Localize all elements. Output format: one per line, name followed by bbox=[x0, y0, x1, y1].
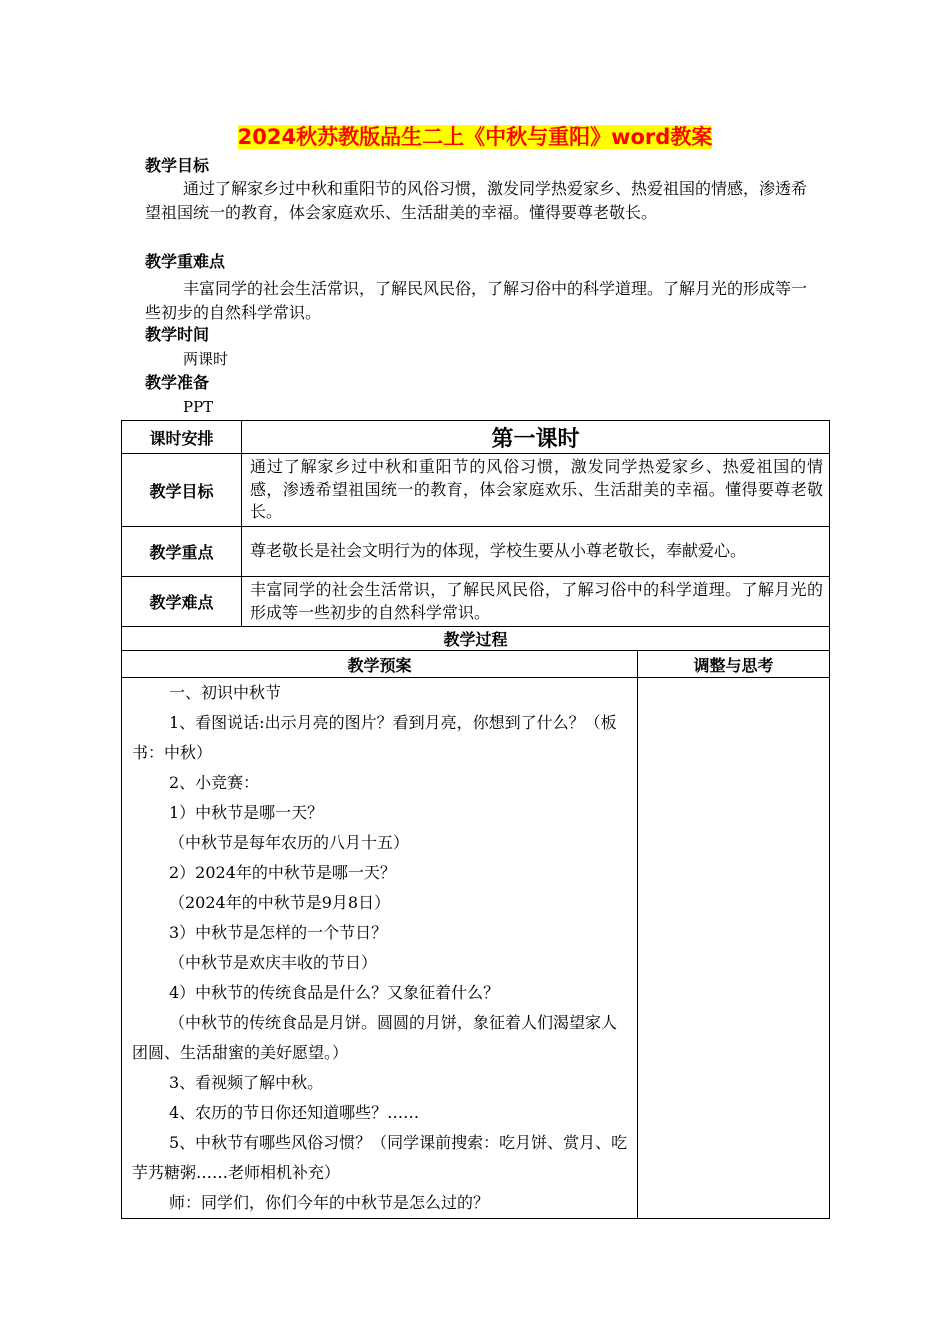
prep-text: PPT bbox=[183, 398, 214, 416]
difficulty-heading: 教学重难点 bbox=[145, 252, 226, 271]
plan-line: （中秋节的传统食品是月饼。圆圆的月饼，象征着人们渴望家人团圆、生活甜蜜的美好愿望。） bbox=[132, 1013, 618, 1062]
row-label-difficulty: 教学难点 bbox=[122, 577, 242, 627]
plan-line: 3、看视频了解中秋。 bbox=[169, 1073, 324, 1092]
plan-line: 2）2024年的中秋节是哪一天？ bbox=[169, 863, 396, 882]
plan-line: 4）中秋节的传统食品是什么？又象征着什么？ bbox=[169, 983, 500, 1002]
document-title bbox=[0, 122, 950, 152]
row-value-key: 尊老敬长是社会文明行为的体现，学校生要从小尊老敬长，奉献爱心。 bbox=[242, 527, 830, 577]
row-label-schedule: 课时安排 bbox=[122, 421, 242, 454]
plan-line: 1、看图说话:出示月亮的图片？看到月亮，你想到了什么？（板书：中秋） bbox=[132, 713, 617, 762]
plan-line: 5、中秋节有哪些风俗习惯？（同学课前搜索：吃月饼、赏月、吃芋艿糖粥……老师相机补充） bbox=[132, 1133, 628, 1182]
plan-line: （中秋节是每年农历的八月十五） bbox=[169, 833, 410, 852]
table-row bbox=[122, 454, 830, 527]
plan-line: 4、农历的节日你还知道哪些？…… bbox=[169, 1103, 420, 1122]
time-heading: 教学时间 bbox=[145, 325, 210, 344]
table-row bbox=[122, 678, 830, 1219]
plan-line: 3）中秋节是怎样的一个节日？ bbox=[169, 923, 388, 942]
column-header-adjust: 调整与思考 bbox=[638, 651, 830, 678]
plan-line: （2024年的中秋节是9月8日） bbox=[169, 893, 391, 912]
goal-text: 通过了解家乡过中秋和重阳节的风俗习惯，激发同学热爱家乡、热爱祖国的情感，渗透希望祖国统一的教育，体会家庭欢乐、生活甜美的幸福。懂得要尊老敬长。 bbox=[145, 179, 808, 222]
table-row bbox=[122, 527, 830, 577]
plan-line: 师：同学们，你们今年的中秋节是怎么过的？ bbox=[169, 1193, 490, 1212]
row-label-goal: 教学目标 bbox=[122, 454, 242, 527]
plan-line: 1）中秋节是哪一天？ bbox=[169, 803, 324, 822]
title-text: 2024秋苏教版品生二上《中秋与重阳》word教案 bbox=[237, 125, 713, 149]
row-label-key: 教学重点 bbox=[122, 527, 242, 577]
row-value-goal: 通过了解家乡过中秋和重阳节的风俗习惯，激发同学热爱家乡、热爱祖国的情感，渗透希望祖国统一的教育，体会家庭欢乐、生活甜美的幸福。懂得要尊老敬长。 bbox=[242, 454, 830, 527]
adjust-content bbox=[638, 678, 830, 1219]
difficulty-text: 丰富同学的社会生活常识，了解民风民俗，了解习俗中的科学道理。了解月光的形成等一些初步的自然科学常识。 bbox=[145, 279, 808, 322]
row-value-difficulty: 丰富同学的社会生活常识，了解民风民俗，了解习俗中的科学道理。了解月光的形成等一些初步的自然科学常识。 bbox=[242, 577, 830, 627]
column-header-plan: 教学预案 bbox=[122, 651, 638, 678]
plan-line: 2、小竞赛： bbox=[169, 773, 260, 792]
plan-line: 一、初识中秋节 bbox=[169, 683, 282, 702]
table-row bbox=[122, 627, 830, 651]
goal-heading: 教学目标 bbox=[145, 156, 210, 175]
process-heading: 教学过程 bbox=[122, 627, 830, 651]
plan-content bbox=[122, 678, 638, 1219]
prep-heading: 教学准备 bbox=[145, 373, 210, 392]
time-text: 两课时 bbox=[183, 350, 229, 368]
lesson-table bbox=[121, 420, 830, 1219]
table-row bbox=[122, 651, 830, 678]
plan-line: （中秋节是欢庆丰收的节日） bbox=[169, 953, 378, 972]
lesson-title: 第一课时 bbox=[242, 421, 830, 454]
table-row bbox=[122, 421, 830, 454]
table-row bbox=[122, 577, 830, 627]
